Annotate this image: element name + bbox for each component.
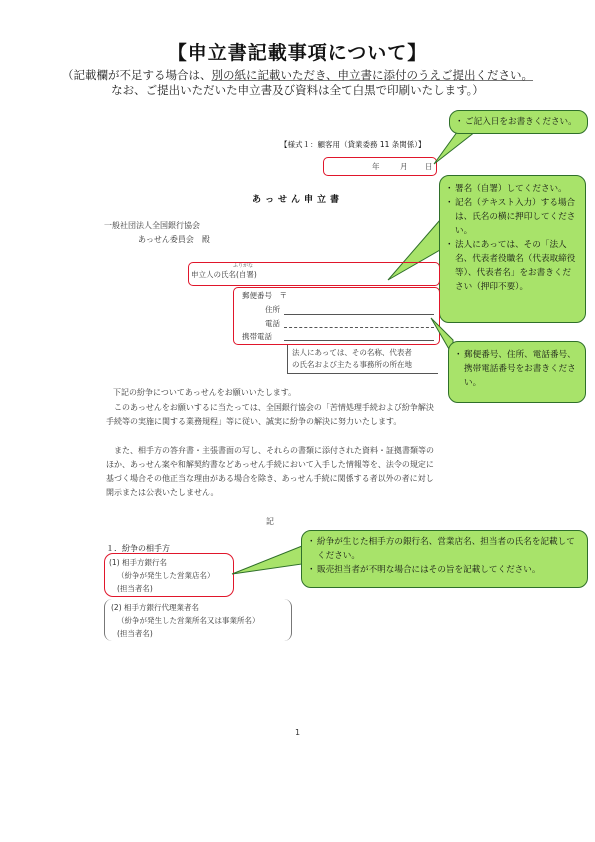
addressee-line1: 一般社団法人全国銀行協会 [104,221,200,230]
bank-callout-item: ・ 販売担当者が不明な場合にはその旨を記載してください。 [308,563,581,577]
instruction-note-prefix: （記載欄が不足する場合は、 [61,68,212,82]
address-label: 住所 [265,305,280,314]
mobile-phone-label: 携帯電話 [242,332,272,341]
body-paragraph-3: また、相手方の答弁書・主張書面の写し、それらの書類に添付された資料・証拠書類等のほか、あっせん案や和解契約書などあっせん手続において入手した情報等を、法令の規定に基づく場合その他正当な理由がある場合を除き、あっせん手続に関係する者以外の者に対し開示または公表いたしません。 [106,446,434,497]
applicant-name-highlight[interactable] [188,262,440,286]
section1-title: １．紛争の相手方 [106,544,170,553]
corporate-note-box [287,345,438,374]
address-input-line [284,314,434,315]
corporate-note-line2: の氏名および主たる事務所の所在地 [292,360,412,369]
agent-field-bracket [104,599,292,641]
phone-label: 電話 [265,319,280,328]
addressee-line2: あっせん委員会 殿 [138,235,210,244]
furigana-label: ふりがな [233,263,254,269]
address-callout [448,341,586,403]
instruction-note-underlined: 別の紙に記載いただき、申立書に添付のうえご提出ください。 [211,68,534,82]
branch-name-label: （紛争が発生した営業店名） [117,571,215,580]
page-title: 【申立書記載事項について】 [167,42,428,64]
date-month-label: 月 [400,162,408,171]
agent-office-label: （紛争が発生した営業所名又は事業所名） [117,616,260,625]
postal-code-label: 郵便番号 〒 [242,291,287,300]
body-paragraph-2: このあっせんをお願いするに当たっては、全国銀行協会の「苦情処理手続および紛争解決手続等の実施に関する業務規程」等に従い、誠実に紛争の解決に努力いたします。 [106,403,434,426]
date-day-label: 日 [425,162,433,171]
ki-heading: 記 [266,517,274,526]
agent-name-label: (2) 相手方銀行代理業者名 [111,603,200,612]
mobile-input-line [284,340,434,341]
corporate-note-line1: 法人にあっては、その名称、代表者 [292,348,412,357]
body-paragraph-1: 下記の紛争についてあっせんをお願いいたします。 [113,388,297,397]
page-number: 1 [294,728,301,737]
bank-callout-pointer [228,540,308,580]
instruction-note-line2: なお、ご提出いただいた申立書及び資料は全て白黒で印刷いたします。） [111,83,484,97]
document-title: あっせん申立書 [252,195,343,205]
date-year-label: 年 [372,162,380,171]
address-callout-text: ・ 郵便番号、住所、電話番号、携帯電話番号をお書きください。 [455,348,579,390]
date-callout [449,110,588,134]
name-callout-item: ・ 法人にあっては、その「法人名、代表者役職名（代表取締役等）、代表者名」をお書きください（押印不要）。 [446,238,579,294]
bank-name-label: (1) 相手方銀行名 [109,558,168,567]
form-format-label: 【様式１：顧客用（貸業委務 11 条関係）】 [280,140,426,149]
bank-callout [301,530,588,588]
applicant-name-label: 申立人の氏名(自署) [191,270,257,279]
name-callout-item: ・ 署名（自署）してください。 [446,182,579,196]
instruction-note-line1 [0,67,595,83]
date-callout-text: ・ ご記入日をお書きください。 [456,115,581,129]
name-callout [439,175,586,323]
address-field-highlight[interactable] [233,287,440,345]
staff-name-label: (担当者名) [117,584,153,593]
name-callout-item: ・ 記名（テキスト入力）する場合は、氏名の横に押印してください。 [446,196,579,238]
bank-callout-item: ・ 紛争が生じた相手方の銀行名、営業店名、担当者の氏名を記載してください。 [308,535,581,563]
agent-staff-label: (担当者名) [117,629,153,638]
phone-input-line [284,327,434,328]
bank-field-highlight[interactable] [104,553,234,597]
